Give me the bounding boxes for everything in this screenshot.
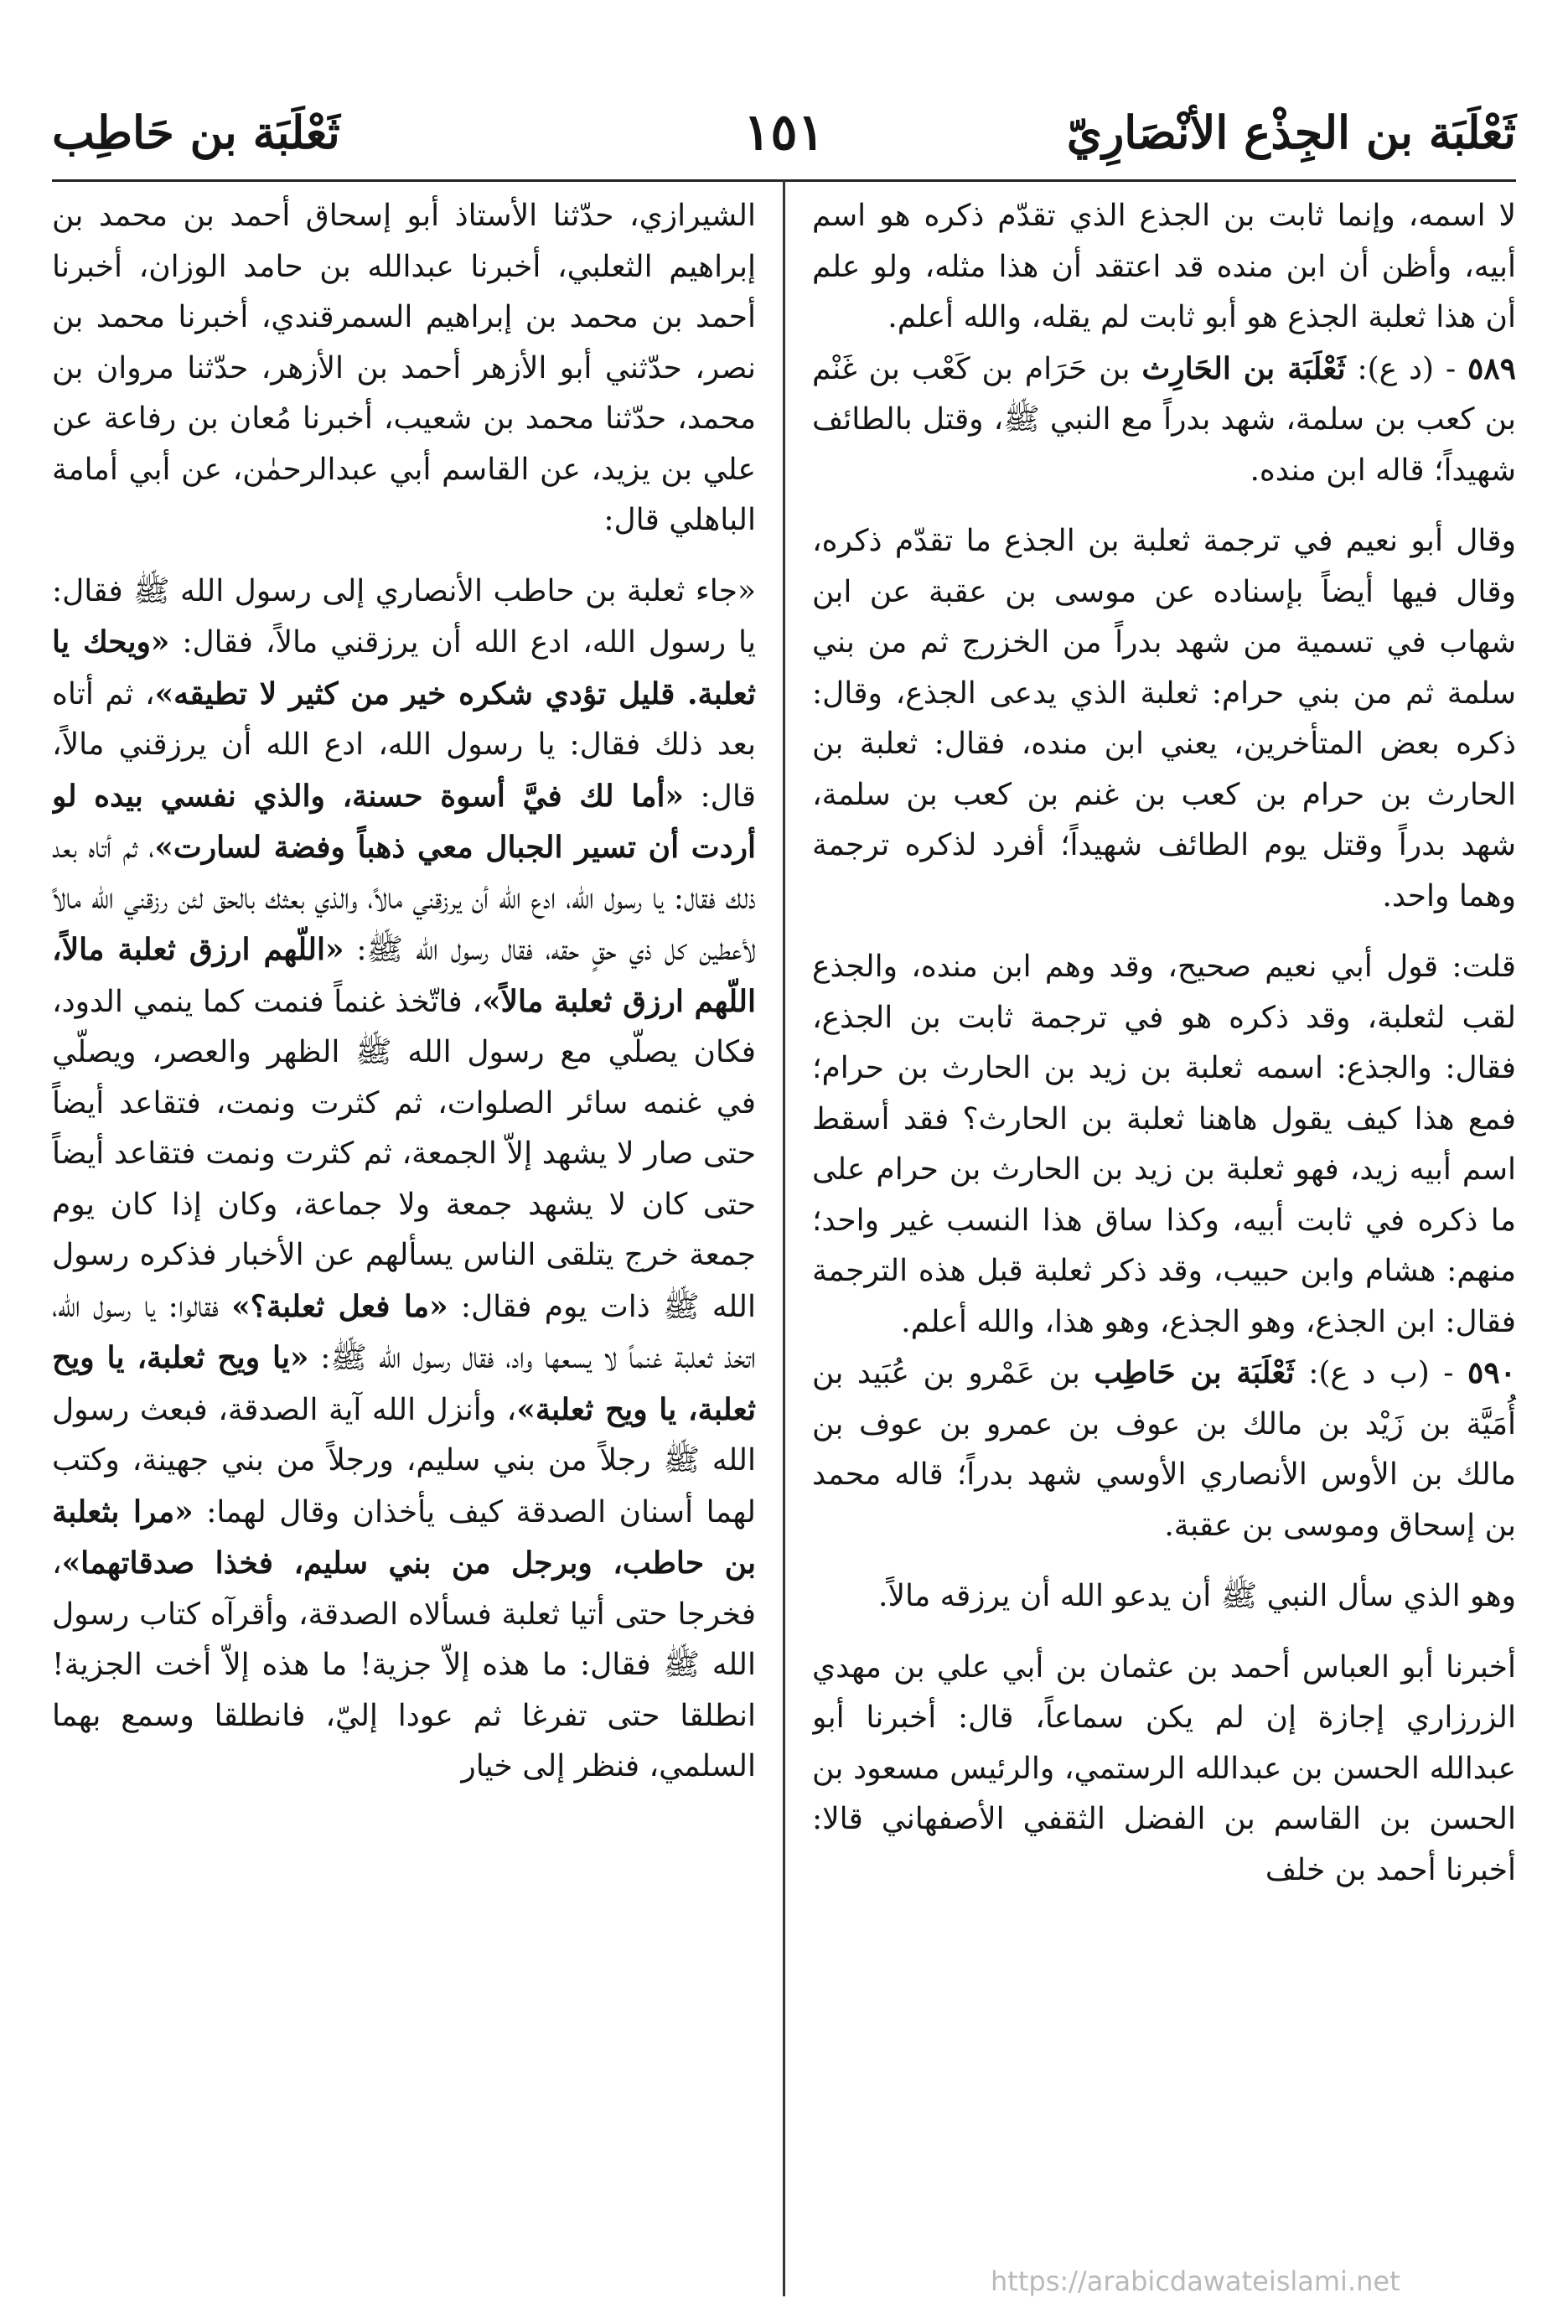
- paragraph: وهو الذي سأل النبي ﷺ أن يدعو الله أن يرزقه مالاً.: [878, 1579, 1516, 1613]
- entry-590: [812, 1348, 1516, 1551]
- hadith-quote: «يا ويح ثعلبة، يا ويح ثعلبة، يا ويح ثعلبة»: [52, 1340, 756, 1427]
- hadith-quote: «اللّهم ارزق ثعلبة مالاً، اللّهم ارزق ثعلبة مالاً»: [52, 932, 756, 1019]
- hadith-quote: «مرا بثعلبة بن حاطب، وبرجل من بني سليم، فخذا صدقاتهما»: [52, 1493, 756, 1581]
- paragraph: قلت: قول أبي نعيم صحيح، وقد وهم ابن منده، والجذع لقب لثعلبة، وقد ذكره هو في ترجمة ثابت بن الجذع، فقال: والجذع: اسمه ثعلبة بن زيد بن الحارث بن حرام؛ فمع هذا كيف يقول هاهنا ثعلبة بن الحارث؟ فقد أسقط اسم أبيه زيد، فهو ثعلبة بن زيد بن الحارث بن حرام على ما ذكره في ثابت أبيه، وكذا ساق هذا النسب غير واحد؛ منهم: هشام وابن حبيب، وقد ذكر ثعلبة قبل هذه الترجمة فقال: ابن الجذع، وهو الجذع، وهو هذا، والله أعلم.: [812, 950, 1516, 1339]
- paragraph: أخبرنا أبو العباس أحمد بن عثمان بن أبي علي بن مهدي الزرزاري إجازة إن لم يكن سماعاً، قال: أخبرنا أبو عبدالله الحسن بن عبدالله الرستمي، والرئيس مسعود بن الحسن بن القاسم بن الفضل الثقفي الأصفهاني قالا: أخبرنا أحمد بن خلف: [812, 1649, 1516, 1887]
- paragraph: لا اسمه، وإنما ثابت بن الجذع الذي تقدّم ذكره هو اسم أبيه، وأظن أن ابن منده قد اعتقد أن هذا مثله، ولو علم أن هذا ثعلبة الجذع هو أبو ثابت لم يقله، والله أعلم.: [812, 199, 1516, 334]
- hadith-quote: «ما فعل ثعلبة؟»: [231, 1288, 448, 1324]
- hadith-text: ، فاتّخذ غنماً فنمت كما ينمي الدود، فكان يصلّي مع رسول الله ﷺ الظهر والعصر، ويصلّي في غنمه سائر الصلوات، ثم كثرت ونمت، فتقاعد أيضاً حتى صار لا يشهد إلاّ الجمعة، ثم كثرت ونمت فتقاعد أيضاً حتى كان لا يشهد جمعة ولا جماعة، وكان إذا كان يوم جمعة خرج يتلقى الناس يسألهم عن الأخبار فذكره رسول الله ﷺ ذات يوم فقال:: [52, 984, 756, 1324]
- left-column: [52, 191, 756, 2303]
- paragraph: وقال أبو نعيم في ترجمة ثعلبة بن الجذع ما تقدّم ذكره، وقال فيها أيضاً بإسناده عن موسى بن عقبة عن ابن شهاب في تسمية من شهد بدراً من الخزرج ثم من بني سلمة ثم من بني حرام: ثعلبة الذي يدعى الجذع، وقال: ذكره بعض المتأخرين، يعني ابن منده، فقال: ثعلبة بن الحارث بن حرام بن كعب بن غنم بن كعب بن سلمة، شهد بدراً وقتل يوم الطائف شهيداً؛ أفرد لذكره ترجمة وهما واحد.: [812, 524, 1516, 914]
- entry-text: بن عَمْرو بن عُبَيد بن أُمَيَّة بن زَيْد بن مالك بن عوف بن عمرو بن عوف بن مالك بن الأوس الأنصاري الأوسي شهد بدراً؛ قاله محمد بن إسحاق وموسى بن عقبة.: [812, 1356, 1516, 1543]
- entry-source-code: - (د ع):: [1357, 351, 1457, 386]
- column-divider: [783, 179, 785, 2296]
- isnad-paragraph: الشيرازي، حدّثنا الأستاذ أبو إسحاق أحمد بن محمد بن إبراهيم الثعلبي، أخبرنا عبدالله بن حامد الوزان، أخبرنا أحمد بن محمد بن إبراهيم السمرقندي، أخبرنا محمد بن نصر، حدّثني أبو الأزهر أحمد بن الأزهر، حدّثنا مروان بن محمد، حدّثنا محمد بن شعيب، أخبرنا مُعان بن رفاعة عن علي بن يزيد، عن القاسم أبي عبدالرحمٰن، عن أبي أمامة الباهلي قال:: [52, 199, 756, 537]
- hadith-quote: «أما لك فيَّ أسوة حسنة، والذي نفسي بيده لو أردت أن تسير الجبال معي ذهباً وفضة لسارت»: [52, 778, 756, 865]
- hadith-text: «جاء ثعلبة بن حاطب الأنصاري إلى رسول الله ﷺ فقال: يا رسول الله، ادع الله أن يرزقني مالاً، فقال:: [52, 573, 756, 660]
- running-title-right: ثَعْلَبَة بن الجِذْع الأنْصَارِيّ: [1066, 106, 1516, 159]
- entry-589: [812, 344, 1516, 497]
- running-header: [52, 91, 1516, 174]
- hadith-paragraph: [52, 567, 756, 1793]
- entry-name: ثَعْلَبَة بن الحَارِث: [1141, 350, 1346, 386]
- entry-name: ثَعْلَبَة بن حَاطِب: [1094, 1355, 1295, 1390]
- hadith-text: فقالوا: يا رسول الله، اتخذ ثعلبة غنماً لا يسعها واد، فقال رسول الله ﷺ:: [52, 1289, 756, 1375]
- hadith-text: ، فخرجا حتى أتيا ثعلبة فسألاه الصدقة، وأقرآه كتاب رسول الله ﷺ فقال: ما هذه إلاّ جزية! ما هذه إلاّ أخت الجزية! انطلقا حتى تفرغا ثم عودا إليّ، فانطلقا وسمع بهما السلمي، فنظر إلى خيار: [52, 1546, 756, 1783]
- entry-text: بن حَرَام بن كَعْب بن غَنْم بن كعب بن سلمة، شهد بدراً مع النبي ﷺ، وقتل بالطائف شهيداً؛ قاله ابن منده.: [812, 351, 1516, 488]
- watermark-url: https://arabicdawateislami.net: [991, 2265, 1400, 2297]
- hadith-quote: «ويحك يا ثعلبة. قليل تؤدي شكره خير من كثير لا تطيقه»: [52, 624, 756, 712]
- entry-number: ٥٩٠: [1467, 1355, 1516, 1390]
- hadith-text: ، وأنزل الله آية الصدقة، فبعث رسول الله ﷺ رجلاً من بني سليم، ورجلاً من بني جهينة، وكتب لهما أسنان الصدقة كيف يأخذان وقال لهما:: [52, 1392, 756, 1529]
- page-number: ١٥١: [743, 103, 825, 162]
- right-column: [812, 191, 1516, 2303]
- entry-source-code: - (ب د ع):: [1308, 1356, 1454, 1390]
- hadith-text: ، ثم أتاه بعد ذلك فقال: يا رسول الله، ادع الله أن يرزقني مالاً، قال:: [52, 676, 756, 814]
- hadith-text: ، ثم أتاه بعد ذلك فقال: يا رسول الله، ادع الله أن يرزقني مالاً، والذي بعثك بالحق لئن رزقني الله مالاً لأعطين كل ذي حقٍ حقه، فقال رسول الله ﷺ:: [52, 831, 756, 967]
- running-title-left: ثَعْلَبَة بن حَاطِب: [52, 106, 340, 159]
- entry-number: ٥٨٩: [1467, 350, 1516, 386]
